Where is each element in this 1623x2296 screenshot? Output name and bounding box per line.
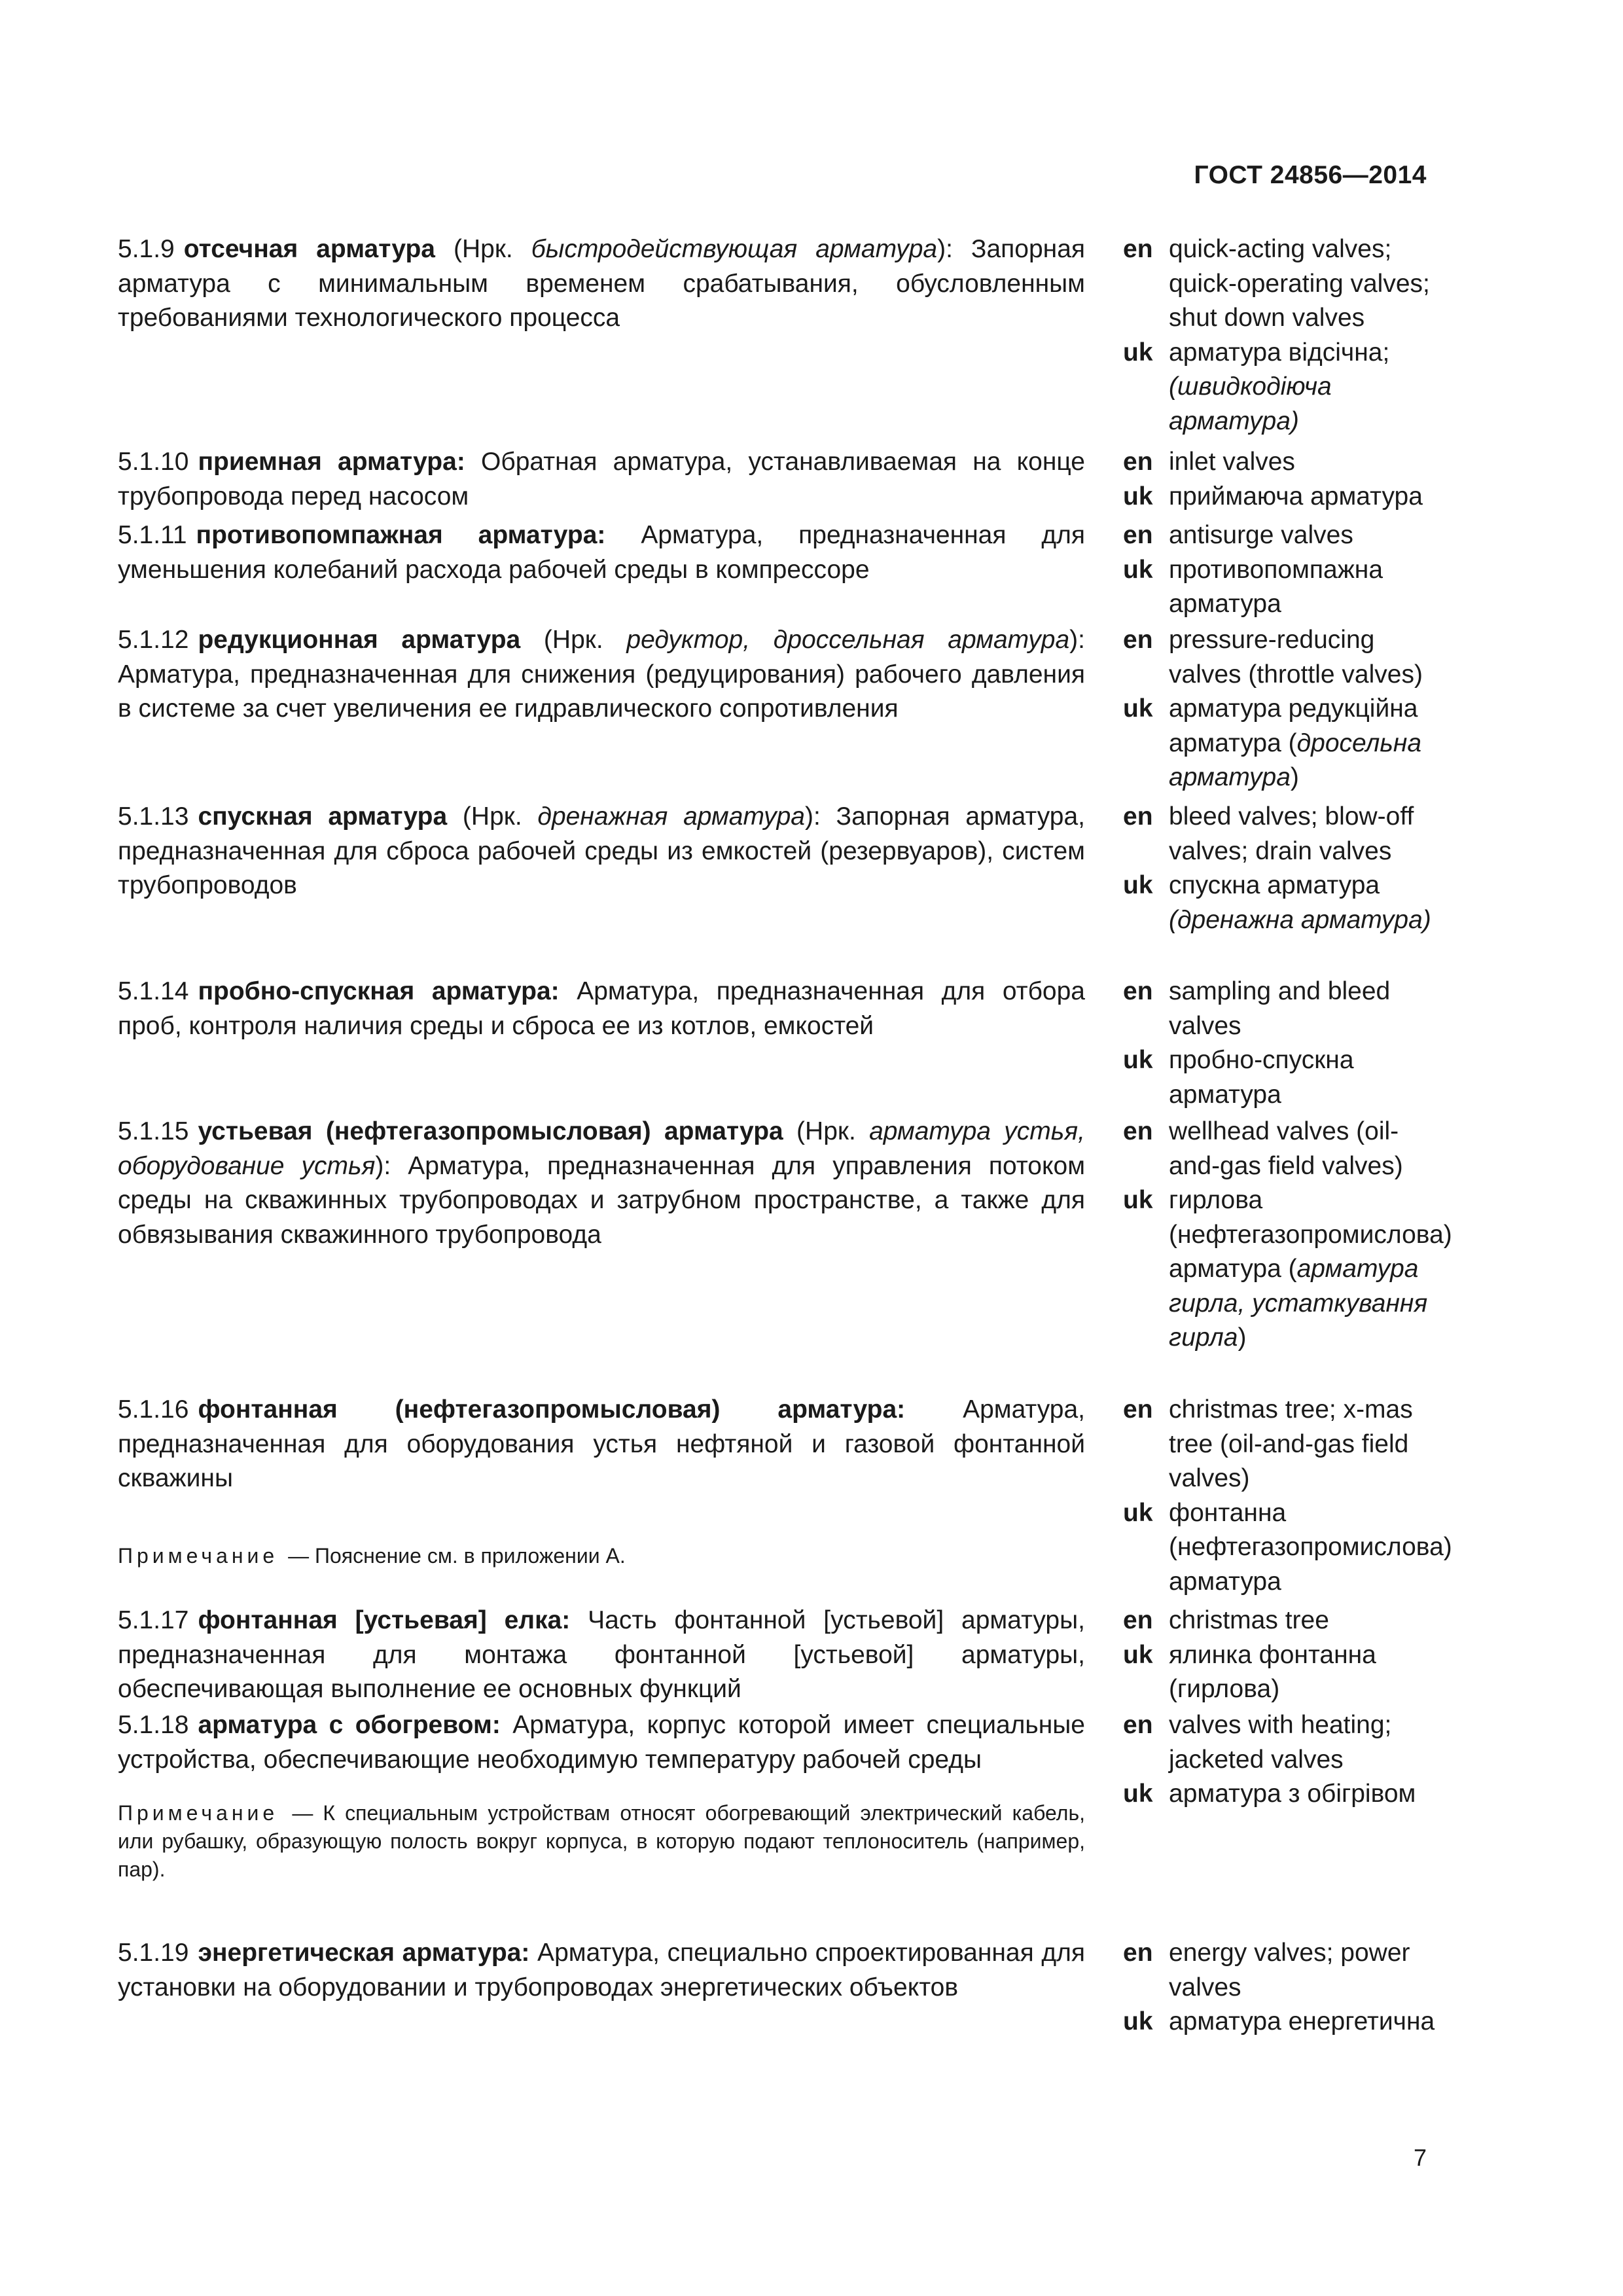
translations: en pressure-reducing valves (throttle valves) uk арматура редукційна арматура (дросельна арматура): [1123, 623, 1446, 795]
translations: en bleed valves; blow-off valves; drain valves uk спускна арматура (дренажна арматура): [1123, 800, 1446, 937]
term-entry: [118, 1604, 1446, 1708]
term-name: спускная арматура: [198, 802, 448, 831]
term-name: устьевая (нефтегазопромысловая) арматура: [198, 1117, 783, 1145]
term-name: отсечная арматура: [183, 235, 436, 263]
term-definition: 5.1.11 противопомпажная арматура: Арматура, предназначенная для уменьшения колебаний расхода рабочей среды в компрессоре: [118, 521, 1085, 584]
translations: en sampling and bleed valves uk пробно-спускна арматура: [1123, 975, 1446, 1112]
term-entry: [118, 232, 1446, 445]
term-number: 5.1.12: [118, 626, 189, 654]
ukrainian-equivalent: арматура з обігрівом: [1169, 1780, 1416, 1808]
term-definition: 5.1.10 приемная арматура: Обратная арматура, устанавливаемая на конце трубопровода перед насосом: [118, 448, 1085, 511]
term-name: арматура с обогревом:: [198, 1711, 501, 1739]
term-name: приемная арматура:: [198, 448, 465, 476]
term-definition: 5.1.16 фонтанная (нефтегазопромысловая) арматура: Арматура, предназначенная для оборудования устья нефтяной и газовой фонтанной скважины Примечание — Пояснение см. в приложении А.: [118, 1393, 1085, 1570]
term-entry: [118, 623, 1446, 800]
term-definition: 5.1.15 устьевая (нефтегазопромысловая) арматура (Нрк. арматура устья, оборудование устья): Арматура, предназначенная для управления потоком среды на скважинных трубопроводах и затрубном пространстве, а также для обвязывания скважинного трубопровода: [118, 1117, 1086, 1249]
document-code: ГОСТ 24856—2014: [1194, 161, 1427, 189]
term-entry: [118, 1708, 1446, 1936]
deprecated-term: редуктор, дроссельная арматура: [626, 626, 1070, 654]
page-number: 7: [1413, 2144, 1427, 2171]
note: Примечание — Пояснение см. в приложении А.: [118, 1543, 626, 1568]
english-equivalent: antisurge valves: [1169, 521, 1353, 549]
term-entry: [118, 1393, 1452, 1604]
translations: en christmas tree uk ялинка фонтанна (гирлова): [1123, 1604, 1446, 1707]
note: Примечание — К специальным устройствам относят обогревающий электрический кабель, или рубашку, образующую полость вокруг корпуса, в которую подают теплоноситель (например, пар).: [118, 1801, 1085, 1881]
english-equivalent: wellhead valves (oil-and-gas field valves): [1169, 1117, 1403, 1180]
term-entry: [118, 445, 1446, 518]
term-entry: [118, 975, 1446, 1115]
term-name: редукционная арматура: [198, 626, 521, 654]
ukrainian-equivalent: спускна арматура (дренажна арматура): [1169, 871, 1431, 934]
english-equivalent: sampling and bleed valves: [1169, 977, 1391, 1040]
ukrainian-equivalent: арматура відсічна; (швидкодіюча арматура): [1169, 338, 1390, 435]
ukrainian-equivalent: пробно-спускна арматура: [1169, 1046, 1354, 1109]
term-entry: [118, 1936, 1446, 2080]
translations: en antisurge valves uk противопомпажна арматура: [1123, 518, 1446, 622]
lang-code-uk: uk: [1123, 338, 1153, 367]
term-number: 5.1.10: [118, 448, 189, 476]
ukrainian-equivalent: арматура редукційна арматура (дросельна арматура): [1169, 694, 1422, 791]
term-entry: [118, 1115, 1452, 1393]
translations: [1123, 232, 1446, 439]
translations: en wellhead valves (oil-and-gas field valves) uk гирлова (нефтегазопромислова) арматура (арматура гирла, устаткування гирла): [1123, 1115, 1446, 1355]
term-number: 5.1.11: [118, 521, 187, 549]
ukrainian-equivalent: фонтанна (нефтегазопромислова) арматура: [1169, 1498, 1452, 1596]
english-equivalent: pressure-reducing valves (throttle valves): [1169, 626, 1423, 689]
term-definition: 5.1.18 арматура с обогревом: Арматура, корпус которой имеет специальные устройства, обеспечивающие необходимую температуру рабочей среды Примечание — К специальным устройствам относят обогревающий электрический кабель, или рубашку, образующую полость вокруг корпуса, в которую подают теплоноситель (например, пар).: [118, 1708, 1085, 1884]
english-equivalent: inlet valves: [1169, 448, 1295, 476]
term-definition: 5.1.17 фонтанная [устьевая] елка: Часть фонтанной [устьевой] арматуры, предназначенная для монтажа фонтанной [устьевой] арматуры, обеспечивающая выполнение ее основных функций: [118, 1606, 1085, 1703]
deprecated-term: дренажная арматура: [537, 802, 805, 831]
term-name: фонтанная (нефтегазопромысловая) арматура:: [198, 1395, 906, 1424]
term-number: 5.1.13: [118, 802, 189, 831]
english-equivalent: quick-acting valves; quick-operating valves; shut down valves: [1169, 235, 1430, 332]
english-equivalent: christmas tree: [1169, 1606, 1329, 1634]
ukrainian-equivalent: ялинка фонтанна (гирлова): [1169, 1640, 1376, 1703]
english-equivalent: valves with heating; jacketed valves: [1169, 1711, 1392, 1774]
term-name: энергетическая арматура:: [198, 1939, 530, 1967]
english-equivalent: christmas tree; x-mas tree (oil-and-gas field valves): [1169, 1395, 1413, 1492]
term-name: фонтанная [устьевая] елка:: [198, 1606, 571, 1634]
term-name: противопомпажная арматура:: [196, 521, 606, 549]
term-definition: 5.1.19 энергетическая арматура: Арматура, специально спроектированная для установки на оборудовании и трубопроводах энергетических объектов: [118, 1939, 1085, 2001]
english-equivalent: bleed valves; blow-off valves; drain valves: [1169, 802, 1414, 865]
translations: en christmas tree; x-mas tree (oil-and-gas field valves) uk фонтанна (нефтегазопромислова) арматура: [1123, 1393, 1446, 1599]
term-entry: [118, 800, 1446, 975]
term-number: 5.1.17: [118, 1606, 189, 1634]
translations: en inlet valves uk приймаюча арматура: [1123, 445, 1446, 514]
deprecated-term: арматура устья, оборудование устья: [118, 1117, 1085, 1180]
ukrainian-equivalent: гирлова (нефтегазопромислова) арматура (арматура гирла, устаткування гирла): [1169, 1186, 1452, 1352]
term-definition: 5.1.14 пробно-спускная арматура: Арматура, предназначенная для отбора проб, контроля наличия среды и сброса ее из котлов, емкостей: [118, 977, 1085, 1040]
term-number: 5.1.19: [118, 1939, 189, 1967]
term-number: 5.1.9: [118, 235, 175, 263]
term-definition: 5.1.13 спускная арматура (Нрк. дренажная арматура): Запорная арматура, предназначенная для сброса рабочей среды из емкостей (резервуаров), систем трубопроводов: [118, 802, 1085, 899]
translations: en energy valves; power valves uk арматура енергетична: [1123, 1936, 1446, 2039]
term-definition: 5.1.9 отсечная арматура (Нрк. быстродействующая арматура): Запорная арматура с минимальным временем срабатывания, обусловленным требованиями технологического процесса: [118, 235, 1085, 332]
deprecated-term: быстродействующая арматура: [531, 235, 938, 263]
term-number: 5.1.14: [118, 977, 189, 1005]
translations: en valves with heating; jacketed valves uk арматура з обігрівом: [1123, 1708, 1446, 1812]
english-equivalent: energy valves; power valves: [1169, 1939, 1410, 2001]
term-number: 5.1.18: [118, 1711, 189, 1739]
ukrainian-equivalent: арматура енергетична: [1169, 2007, 1435, 2036]
terms-list: [118, 232, 1452, 2080]
term-definition: 5.1.12 редукционная арматура (Нрк. редуктор, дроссельная арматура): Арматура, предназначенная для снижения (редуцирования) рабочего давления в системе за счет увеличения ее гидравлического сопротивления: [118, 626, 1085, 723]
ukrainian-equivalent: противопомпажна арматура: [1169, 555, 1383, 618]
term-number: 5.1.15: [118, 1117, 189, 1145]
term-name: пробно-спускная арматура:: [198, 977, 560, 1005]
ukrainian-equivalent: приймаюча арматура: [1169, 482, 1423, 511]
term-number: 5.1.16: [118, 1395, 189, 1424]
lang-code-en: en: [1123, 235, 1153, 263]
term-entry: [118, 518, 1446, 623]
